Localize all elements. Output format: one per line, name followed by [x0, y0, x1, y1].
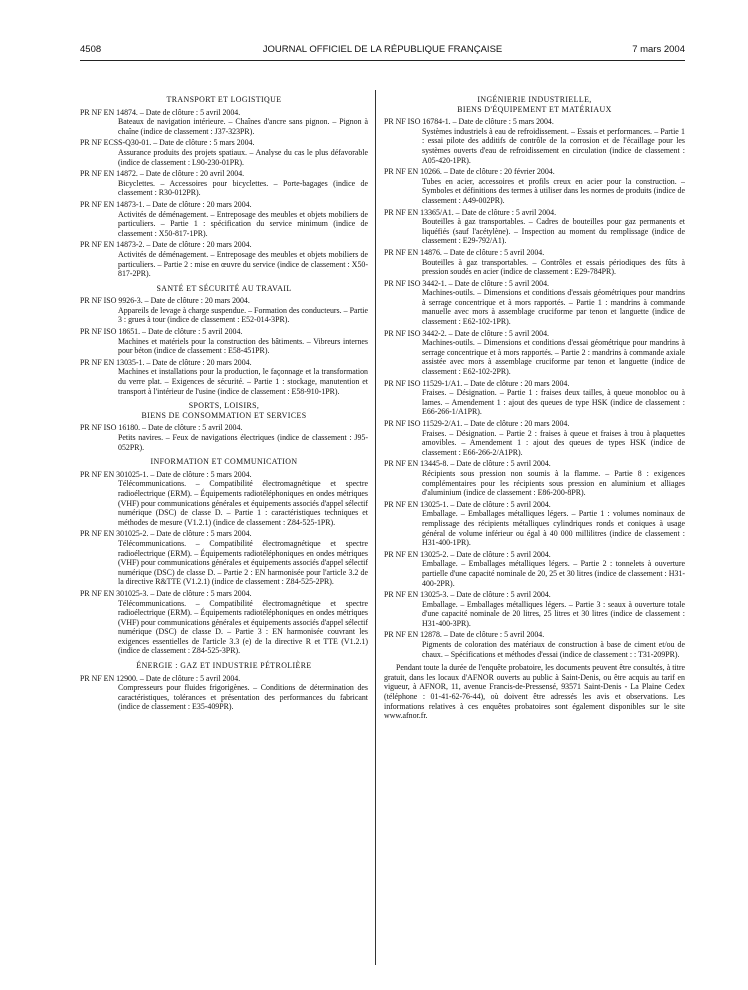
standard-entry — [384, 117, 685, 165]
page-header — [80, 44, 685, 58]
entry-reference: PR NF ISO 3442-2. – Date de clôture : 5 avril 2004. — [384, 328, 550, 338]
entry-description: Activités de déménagement. – Entreposage des meubles et objets mobiliers de particuliers. – Partie 2 : mise en œuvre du service (indice de classement : X50-817-2PR). — [118, 249, 368, 279]
entry-reference: PR NF ISO 18651. – Date de clôture : 5 avril 2004. — [80, 327, 243, 337]
entry-description: Machines-outils. – Dimensions et conditions d'essai géométrique pour mandrins à serrage concentrique et à mors rapportés. – Partie 2 : mandrins à commande axiale assistée avec mors à assemblage cruciforme par tenon et languette (indice de classement : E62-102-2PR). — [422, 338, 685, 377]
entry-description: Assurance produits des projets spatiaux. – Analyse du cas le plus défavorable (indice de classement : L90-230-01PR). — [118, 147, 368, 167]
entry-reference: PR NF ISO 11529-2/A1. – Date de clôture : 20 mars 2004. — [384, 419, 570, 428]
left-column — [80, 90, 368, 714]
entry-description: Bateaux de navigation intérieure. – Chaînes d'ancre sans pignon. – Pignon à chaîne (indice de classement : J37-323PR). — [118, 117, 368, 136]
standard-entry — [80, 674, 368, 712]
section-title — [80, 457, 368, 467]
standard-entry — [80, 358, 368, 396]
standard-entry — [384, 167, 685, 205]
entry-reference: PR NF EN 14876. – Date de clôture : 5 avril 2004. — [384, 247, 545, 257]
entry-description: Machines et matériels pour la construction des bâtiments. – Vibreurs internes pour béton (indice de classement : E58-451PR). — [118, 336, 368, 356]
entry-reference: PR NF EN 301025-2. – Date de clôture : 5 mars 2004. — [80, 529, 252, 539]
standard-entry — [384, 459, 685, 497]
standard-entry — [384, 329, 685, 377]
entry-description: Bouteilles à gaz transportables. – Contrôles et essais périodiques des fûts à pression soudés en acier (indice de classement : E29-784PR). — [422, 257, 685, 277]
page-number: 4508 — [80, 44, 102, 55]
entry-reference: PR NF EN 14873-1. – Date de clôture : 20 mars 2004. — [80, 199, 252, 209]
entry-reference: PR NF EN 14872. – Date de clôture : 20 avril 2004. — [80, 169, 245, 179]
entry-description: Machines-outils. – Dimensions et conditions d'essais géométriques pour mandrins à serrage concentrique et à mors rapportés. – Partie 1 : mandrins à commande manuelle avec mors à assemblage cruciforme par tenon et languette (indice de classement : E62-102-1PR). — [422, 288, 685, 327]
section-title — [80, 661, 368, 671]
entry-description: Systèmes industriels à eau de refroidissement. – Essais et performances. – Partie 1 : essai pilote des additifs de contrôle de la corrosion et de l'écaillage pour les systèmes ouverts d'eau de refroidissement en circulation (indice de classement : A05-420-1PR). — [422, 126, 685, 165]
entry-description: Télécommunications. – Compatibilité électromagnétique et spectre radioélectrique (ERM). – Équipements radiotéléphoniques en ondes métriques (VHF) pour communications générales et équipements associés d'appel sélectif numérique (DSC) de classe D. – Partie 1 : caractéristiques techniques et méthodes de mesure (V1.2.1) (indice de classement : Z84-525-1PR). — [118, 479, 368, 527]
section-title-line: SANTÉ ET SÉCURITÉ AU TRAVAIL — [156, 283, 292, 293]
standard-entry — [384, 248, 685, 277]
entry-description: Bicyclettes. – Accessoires pour bicyclettes. – Porte-bagages (indice de classement : R30-012PR). — [118, 178, 368, 198]
section-title-line: ÉNERGIE : GAZ ET INDUSTRIE PÉTROLIÈRE — [136, 661, 312, 671]
entry-reference: PR NF EN 12878. – Date de clôture : 5 avril 2004. — [384, 630, 545, 640]
standard-entry — [384, 379, 685, 417]
entry-reference: PR NF EN 13025-3. – Date de clôture : 5 avril 2004. — [384, 590, 551, 600]
header-rule — [80, 60, 685, 61]
standard-entry — [80, 423, 368, 452]
entry-reference: PR NF ISO 3442-1. – Date de clôture : 5 avril 2004. — [384, 278, 550, 288]
entry-description: Télécommunications. – Compatibilité électromagnétique et spectre radioélectrique (ERM). – Équipements radiotéléphoniques en ondes métriques (VHF) pour communications générales et équipements associés d'appel sélectif numérique (DSC) de classe D. – Partie 3 : EN harmonisée couvrant les exigences essentielles de l'article 3.3 (e) de la directive R et TTE (V1.2.1) (indice de classement : Z84-525-3PR). — [118, 598, 368, 656]
section-title-line: INGÉNIERIE INDUSTRIELLE, — [477, 95, 592, 104]
entry-reference: PR NF EN 13025-1. – Date de clôture : 5 avril 2004. — [384, 499, 551, 509]
section-title — [384, 95, 685, 114]
entry-description: Activités de déménagement. – Entreposage des meubles et objets mobiliers de particuliers. – Partie 1 : spécification du service minimum (indice de classement : X50-817-1PR). — [118, 209, 368, 238]
section-title — [80, 401, 368, 420]
journal-title: JOURNAL OFFICIEL DE LA RÉPUBLIQUE FRANÇAISE — [262, 44, 503, 55]
standard-entry — [80, 327, 368, 356]
section-title-line: TRANSPORT ET LOGISTIQUE — [166, 95, 282, 104]
right-column — [384, 90, 685, 721]
entry-reference: PR NF EN 14873-2. – Date de clôture : 20 mars 2004. — [80, 240, 252, 250]
standard-entry — [384, 590, 685, 628]
standard-entry — [80, 470, 368, 528]
standard-entry — [80, 169, 368, 198]
entry-reference: PR NF ISO 16784-1. – Date de clôture : 5 mars 2004. — [384, 117, 554, 127]
entry-description: Appareils de levage à charge suspendue. – Formation des conducteurs. – Partie 3 : grues à tour (indice de classement : E52-014-3PR). — [118, 305, 368, 325]
entry-reference: PR NF EN 12900. – Date de clôture : 5 avril 2004. — [80, 673, 241, 683]
section-title-line: BIENS DE CONSOMMATION ET SERVICES — [141, 410, 307, 420]
standard-entry — [384, 550, 685, 588]
entry-description: Emballage. – Emballages métalliques légers. – Partie 1 : volumes nominaux de remplissage des récipients métalliques cylindriques ronds et coniques à usage général de volume inférieur ou égal à 40 000 millilitres (indice de classement : H31-400-1PR). — [422, 509, 685, 548]
section-title — [80, 95, 368, 105]
standard-entry — [80, 138, 368, 167]
standard-entry — [384, 279, 685, 327]
standard-entry — [80, 240, 368, 278]
entry-reference: PR NF EN 13445-8. – Date de clôture : 5 avril 2004. — [384, 459, 551, 469]
entry-description: Fraises. – Désignation. – Partie 2 : fraises à queue et fraises à trou à plaquettes amovibles. – Amendement 1 : ajout des queues de types HSK (indice de classement : E66-266-2/A1PR). — [422, 428, 685, 457]
entry-reference: PR NF EN 301025-1. – Date de clôture : 5 mars 2004. — [80, 469, 252, 479]
entry-description: Bouteilles à gaz transportables. – Cadres de bouteilles pour gaz permanents et liquéfiés (sauf l'acétylène). – Inspection au moment du remplissage (indice de classement : E29-792/A1). — [422, 217, 685, 246]
entry-description: Tubes en acier, accessoires et profils creux en acier pour la construction. – Symboles et définitions des termes à utiliser dans les normes de produits (indice de classement : A49-002PR). — [422, 176, 685, 205]
closing-paragraph: Pendant toute la durée de l'enquête probatoire, les documents peuvent être consultés, à titre gratuit, dans les locaux d'AFNOR ouverts au public à Saint-Denis, ou être acquis au tarif en vigueur, à AFNOR, 11, avenue Francis-de-Pressensé, 93571 Saint-Denis - La Plaine Cedex (téléphone : 01-41-62-76-44), où doivent être adressés les avis et observations. Les informations relatives à ces enquêtes probatoires sont également disponibles sur le site www.afnor.fr. — [384, 663, 685, 721]
entry-description: Télécommunications. – Compatibilité électromagnétique et spectre radioélectrique (ERM). – Équipements radiotéléphoniques en ondes métriques (VHF) pour communications générales et équipements associés d'appel sélectif numérique (DSC) de classe D. – Partie 2 : EN harmonisée pour l'article 3.2 de la directive R&TTE (V1.2.1) (indice de classement : Z84-525-2PR). — [118, 538, 368, 587]
entry-description: Emballage. – Emballages métalliques légers. – Partie 2 : tonnelets à ouverture partielle d'une capacité nominale de 20, 25 et 30 litres (indice de classement : H31-400-2PR). — [422, 559, 685, 588]
entry-description: Compresseurs pour fluides frigorigènes. – Conditions de détermination des caractéristiques, tolérances et présentation des performances du fabricant (indice de classement : E35-409PR). — [118, 683, 368, 712]
entry-reference: PR NF ISO 11529-1/A1. – Date de clôture : 20 mars 2004. — [384, 378, 570, 388]
standard-entry — [80, 296, 368, 325]
standard-entry — [384, 630, 685, 659]
column-divider — [375, 90, 376, 965]
entry-description: Fraises. – Désignation. – Partie 1 : fraises deux tailles, à queue monobloc ou à lames. – Amendement 1 : ajout des queues de type HSK (indice de classement : E66-266-1/A1PR). — [422, 388, 685, 417]
entry-reference: PR NF EN 13035-1. – Date de clôture : 20 mars 2004. — [80, 357, 252, 367]
standard-entry — [384, 419, 685, 457]
entry-reference: PR NF ECSS-Q30-01. – Date de clôture : 5 mars 2004. — [80, 138, 255, 148]
entry-description: Machines et installations pour la production, le façonnage et la transformation du verre plat. – Exigences de sécurité. – Partie 1 : stockage, manutention et transport à l'intérieur de l'usine (indice de classement : E58-910-1PR). — [118, 367, 368, 396]
issue-date: 7 mars 2004 — [632, 44, 685, 55]
section-title — [80, 284, 368, 294]
standard-entry — [384, 500, 685, 548]
standard-entry — [80, 108, 368, 137]
entry-reference: PR NF EN 13025-2. – Date de clôture : 5 avril 2004. — [384, 549, 551, 559]
entry-reference: PR NF ISO 16180. – Date de clôture : 5 avril 2004. — [80, 423, 243, 433]
standard-entry — [80, 200, 368, 238]
entry-reference: PR NF EN 13365/A1. – Date de clôture : 5 avril 2004. — [384, 207, 557, 217]
entry-reference: PR NF ISO 9926-3. – Date de clôture : 20 mars 2004. — [80, 296, 250, 306]
section-title-line: SPORTS, LOISIRS, — [188, 401, 260, 411]
entry-description: Emballage. – Emballages métalliques légers. – Partie 3 : seaux à ouverture totale d'une capacité nominale de 20 litres, 25 litres et 30 litres (indice de classement : H31-400-3PR). — [422, 599, 685, 628]
standard-entry — [80, 589, 368, 656]
entry-reference: PR NF EN 10266. – Date de clôture : 20 février 2004. — [384, 167, 555, 177]
entry-reference: PR NF EN 14874. – Date de clôture : 5 avril 2004. — [80, 107, 241, 117]
entry-description: Récipients sous pression non soumis à la flamme. – Partie 8 : exigences complémentaires pour les récipients sous pression en aluminium et alliages d'aluminium (indice de classement : E86-200-8PR). — [422, 468, 685, 498]
section-title-line: BIENS D'ÉQUIPEMENT ET MATÉRIAUX — [457, 104, 612, 114]
entry-description: Pigments de coloration des matériaux de construction à base de ciment et/ou de chaux. – Spécifications et méthodes d'essai (indice de classement : : T31-209PR). — [422, 640, 685, 659]
entry-description: Petits navires. – Feux de navigations électriques (indice de classement : J95-052PR). — [118, 433, 368, 452]
standard-entry — [384, 208, 685, 246]
entry-reference: PR NF EN 301025-3. – Date de clôture : 5 mars 2004. — [80, 588, 252, 598]
standard-entry — [80, 529, 368, 587]
section-title-line: INFORMATION ET COMMUNICATION — [150, 457, 298, 467]
